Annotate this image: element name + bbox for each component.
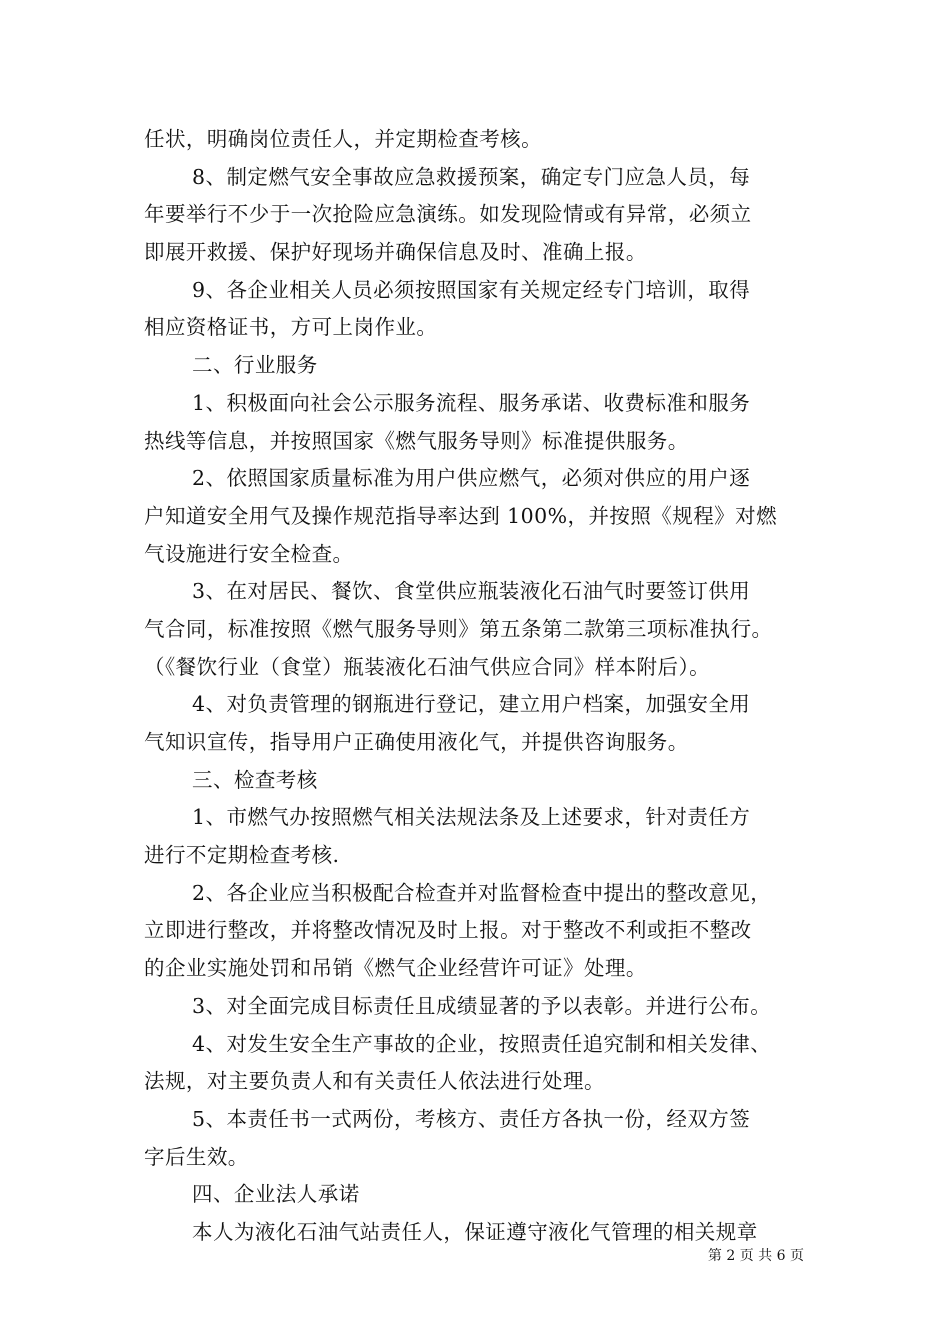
page-number: 第 2 页 共 6 页 [707,1248,804,1264]
text-line: 的企业实施处罚和吊销《燃气企业经营许可证》处理。 [144,956,647,981]
text-line: 5、本责任书一式两份，考核方、责任方各执一份，经双方签 [192,1106,751,1131]
text-line: 3、对全面完成目标责任且成绩显著的予以表彰。并进行公布。 [192,993,772,1018]
text-line: 相应资格证书，方可上岗作业。 [144,315,438,340]
text-line: 二、行业服务 [192,353,318,378]
text-line: 字后生效。 [144,1144,249,1169]
text-line: 2、依照国家质量标准为用户供应燃气，必须对供应的用户逐 [192,466,751,491]
text-line: 法规，对主要负责人和有关责任人依法进行处理。 [144,1069,605,1094]
text-line: 1、市燃气办按照燃气相关法规法条及上述要求，针对责任方 [192,805,751,830]
text-line: （《餐饮行业（食堂）瓶装液化石油气供应合同》样本附后）。 [144,654,711,679]
text-line: 四、企业法人承诺 [192,1182,360,1207]
text-line: 气合同，标准按照《燃气服务导则》第五条第二款第三项标准执行。 [144,616,773,641]
text-line: 2、各企业应当积极配合检查并对监督检查中提出的整改意见， [192,880,772,905]
text-line: 4、对发生安全生产事故的企业，按照责任追究制和相关发律、 [192,1031,772,1056]
text-line: 1、积极面向社会公示服务流程、服务承诺、收费标准和服务 [192,390,751,415]
text-line: 8、制定燃气安全事故应急救援预案，确定专门应急人员，每 [192,164,751,189]
text-line: 热线等信息，并按照国家《燃气服务导则》标准提供服务。 [144,428,689,453]
text-line: 4、对负责管理的钢瓶进行登记，建立用户档案，加强安全用 [192,692,751,717]
text-line: 9、各企业相关人员必须按照国家有关规定经专门培训，取得 [192,277,751,302]
text-line: 气知识宣传，指导用户正确使用液化气，并提供咨询服务。 [144,730,689,754]
text-line: 立即进行整改，并将整改情况及时上报。对于整改不利或拒不整改 [144,918,752,943]
text-line: 年要举行不少于一次抢险应急演练。如发现险情或有异常，必须立 [144,202,752,227]
text-line: 三、检查考核 [192,767,318,792]
document-body [144,121,814,1252]
text-line: 即展开救援、保护好现场并确保信息及时、准确上报。 [144,240,647,265]
text-line: 任状，明确岗位责任人，并定期检查考核。 [144,127,543,151]
text-line: 进行不定期检查考核. [144,843,340,868]
text-line: 3、在对居民、餐饮、食堂供应瓶装液化石油气时要签订供用 [192,579,751,604]
text-line: 户知道安全用气及操作规范指导率达到 100%，并按照《规程》对燃 [144,503,778,528]
text-line: 气设施进行安全检查。 [144,541,354,566]
text-line: 本人为液化石油气站责任人，保证遵守液化气管理的相关规章 [192,1219,758,1244]
